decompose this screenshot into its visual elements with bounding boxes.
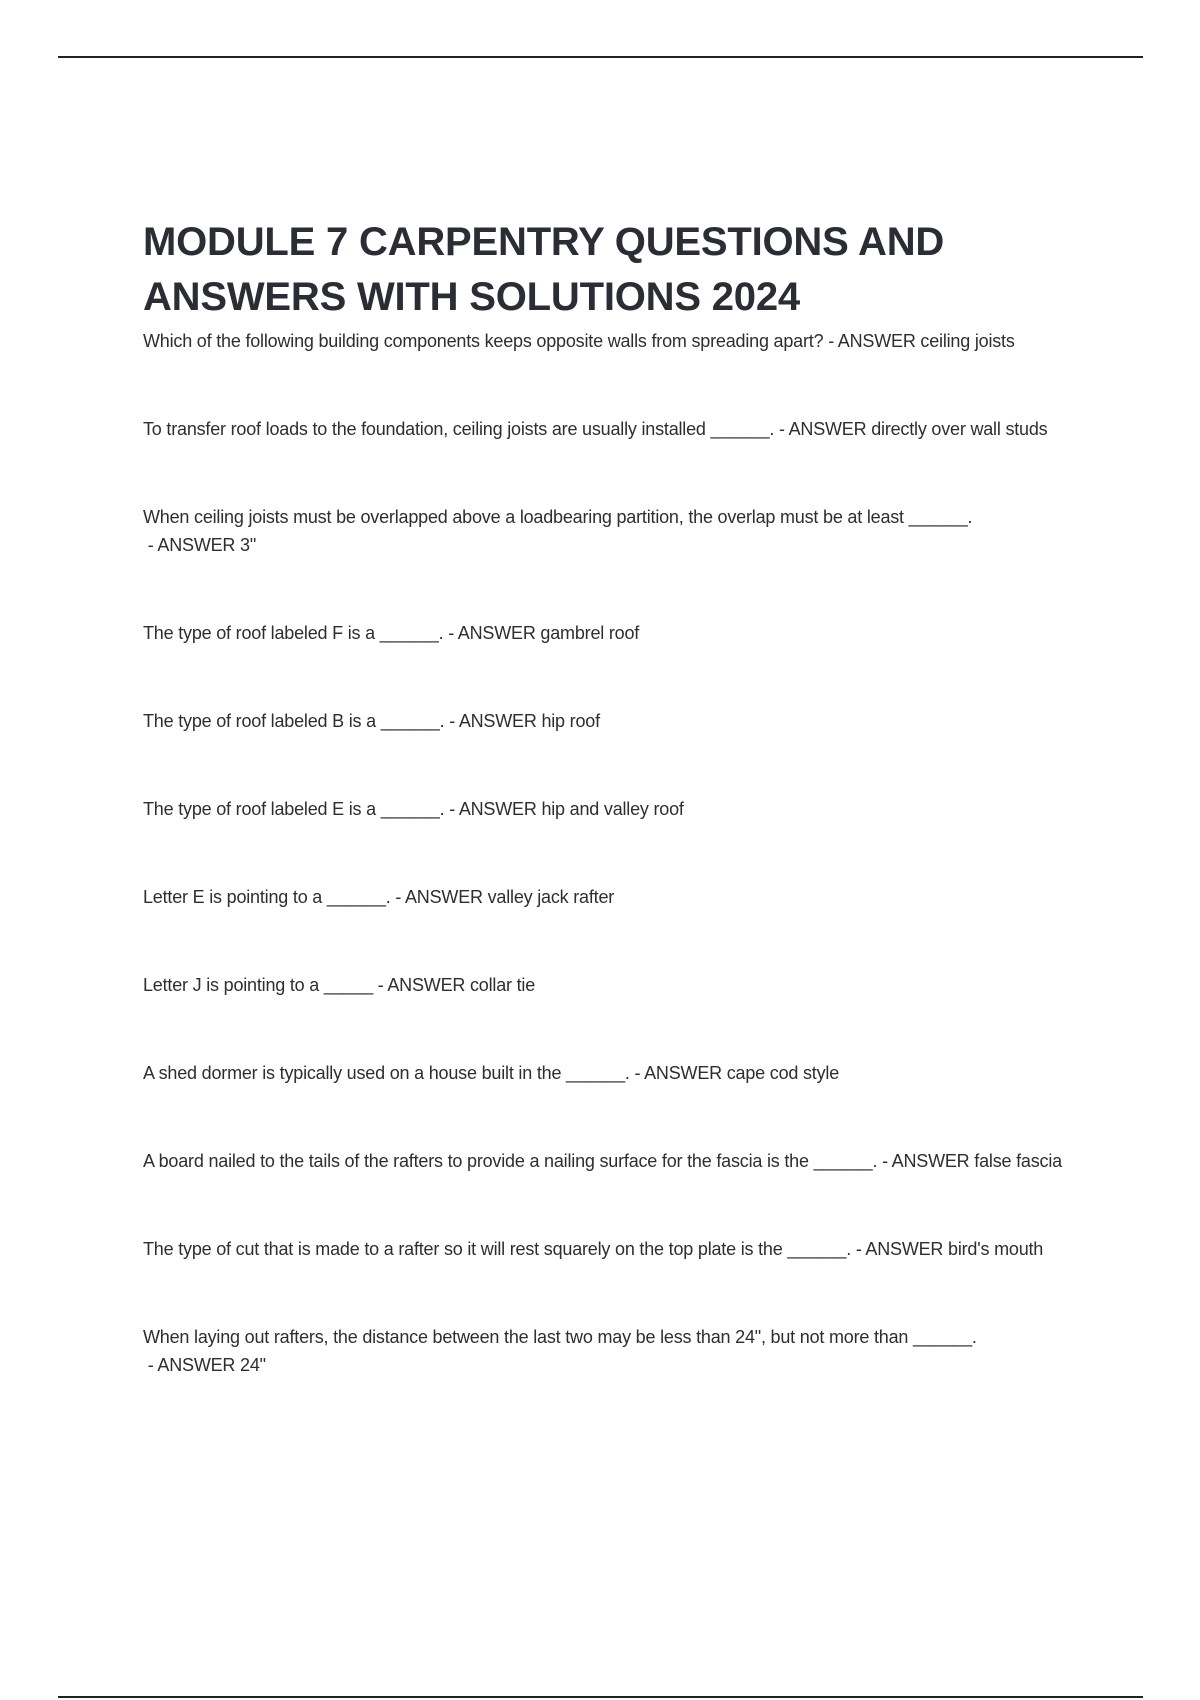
question-text: The type of roof labeled B is a ______. (143, 711, 445, 731)
answer-marker: - ANSWER (372, 975, 470, 995)
answer-marker: - ANSWER (444, 799, 542, 819)
answer-text: bird's mouth (948, 1239, 1044, 1259)
answer-text: ceiling joists (920, 331, 1015, 351)
answer-text: collar tie (469, 975, 536, 995)
question-text: The type of cut that is made to a rafter so it will rest squarely on the top plate is the ______. (143, 1239, 852, 1259)
question-text: Letter E is pointing to a ______. (143, 887, 391, 907)
answer-marker: - ANSWER (851, 1239, 949, 1259)
answer-text: gambrel roof (540, 623, 640, 643)
qa-item (143, 619, 1063, 647)
qa-item (143, 795, 1063, 823)
answer-marker: - ANSWER (390, 887, 488, 907)
question-text: A board nailed to the tails of the rafters to provide a nailing surface for the fascia is the ______. (143, 1151, 878, 1171)
question-text: When ceiling joists must be overlapped above a loadbearing partition, the overlap must be at least ______. (143, 507, 973, 527)
question-text: To transfer roof loads to the foundation, ceiling joists are usually installed ______. (143, 419, 775, 439)
answer-marker: - ANSWER (877, 1151, 975, 1171)
answer-marker: - ANSWER (823, 331, 921, 351)
qa-item (143, 1059, 1063, 1087)
qa-item (143, 327, 1063, 355)
qa-item (143, 971, 1063, 999)
answer-text: directly over wall studs (871, 419, 1048, 439)
qa-item (143, 415, 1063, 443)
qa-item (143, 1323, 1063, 1379)
question-text: The type of roof labeled E is a ______. (143, 799, 445, 819)
qa-item (143, 707, 1063, 735)
answer-marker: - ANSWER (444, 711, 542, 731)
top-divider (58, 56, 1143, 58)
question-text: A shed dormer is typically used on a house built in the ______. (143, 1063, 630, 1083)
document-body (143, 215, 1063, 1439)
bottom-divider (58, 1696, 1143, 1698)
answer-text: 3" (240, 535, 257, 555)
answer-text: hip and valley roof (541, 799, 684, 819)
answer-text: 24" (240, 1355, 266, 1375)
answer-marker: - ANSWER (774, 419, 872, 439)
answer-text: valley jack rafter (487, 887, 615, 907)
qa-item (143, 883, 1063, 911)
question-text: Which of the following building components keeps opposite walls from spreading apart? (143, 331, 824, 351)
answer-text: cape cod style (726, 1063, 840, 1083)
page-title: MODULE 7 CARPENTRY QUESTIONS AND ANSWERS WITH SOLUTIONS 2024 (143, 220, 945, 319)
qa-item (143, 503, 1063, 559)
qa-list (143, 327, 1063, 1379)
question-text: Letter J is pointing to a _____ (143, 975, 373, 995)
answer-marker: - ANSWER (143, 535, 241, 555)
answer-text: false fascia (974, 1151, 1062, 1171)
answer-marker: - ANSWER (443, 623, 541, 643)
question-text: The type of roof labeled F is a ______. (143, 623, 444, 643)
answer-text: hip roof (541, 711, 600, 731)
question-text: When laying out rafters, the distance between the last two may be less than 24", but not more than ______. (143, 1327, 977, 1347)
qa-item (143, 1147, 1063, 1175)
answer-marker: - ANSWER (629, 1063, 727, 1083)
answer-marker: - ANSWER (143, 1355, 241, 1375)
qa-item (143, 1235, 1063, 1263)
